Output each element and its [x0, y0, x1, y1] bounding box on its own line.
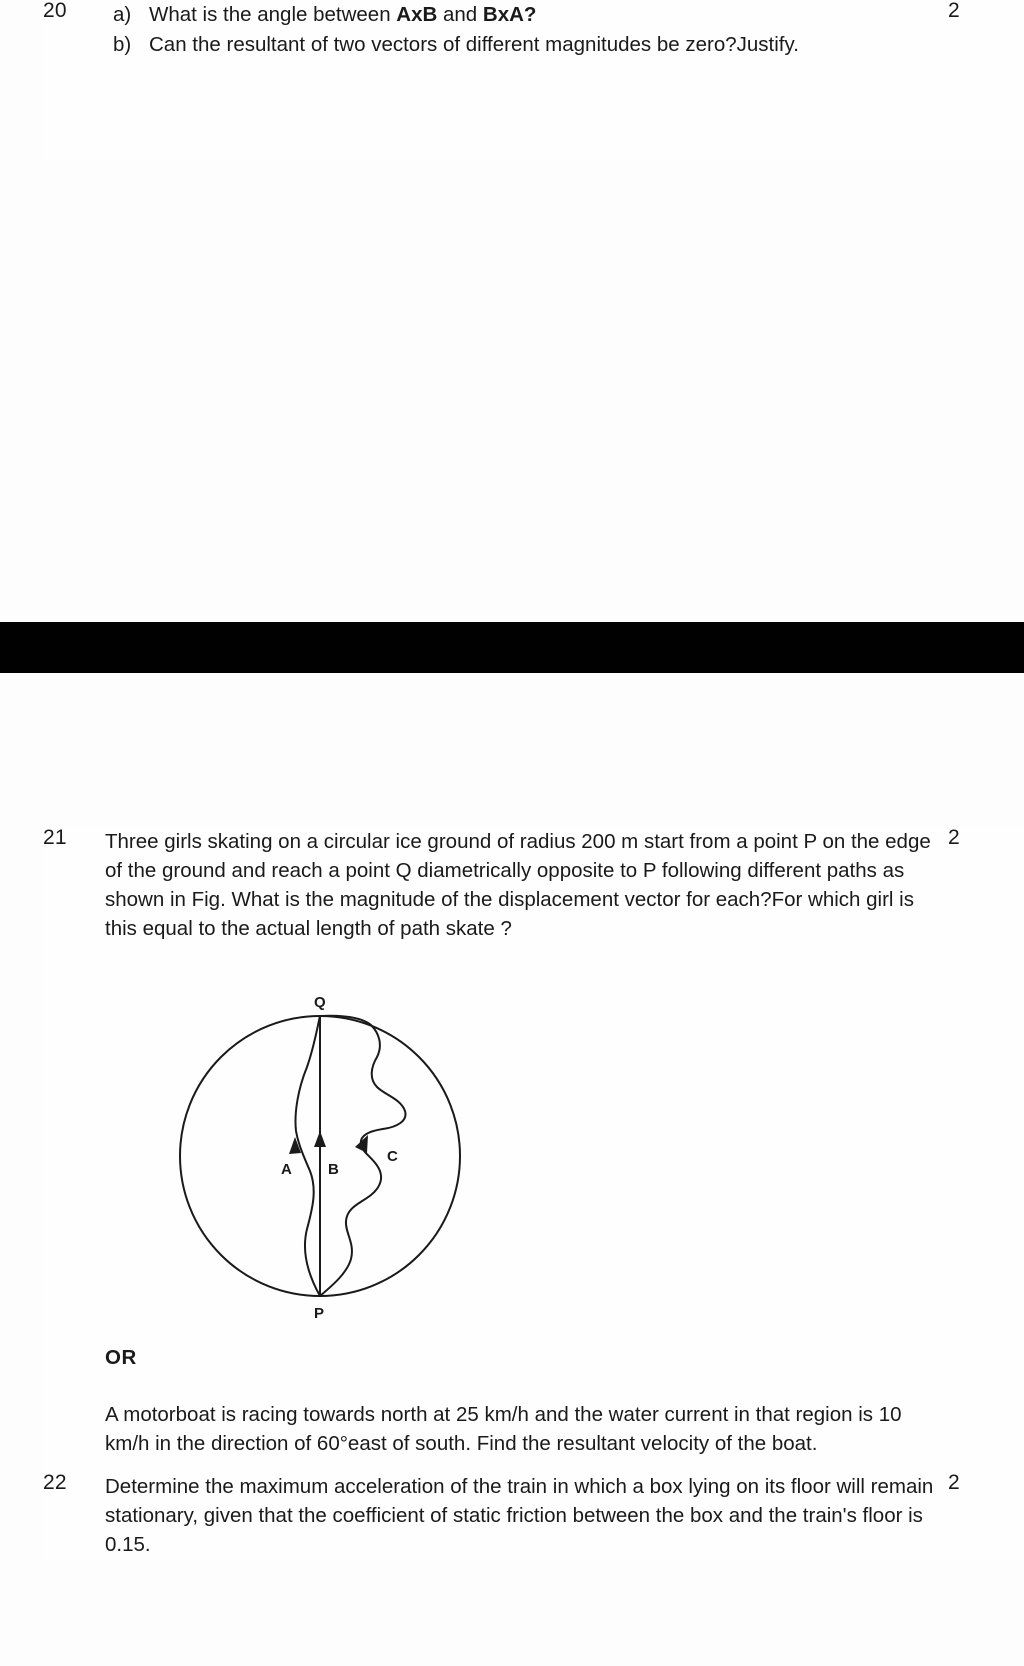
part-a-vector-bxa: BxA?	[482, 3, 537, 26]
question-22-body	[105, 1472, 948, 1559]
table-row	[43, 0, 1024, 160]
label-p: P	[314, 1305, 325, 1321]
black-separator-band	[0, 622, 1024, 673]
question-20-table	[43, 0, 1024, 160]
table-row	[43, 1472, 1024, 1559]
question-22-marks: 2	[948, 1471, 960, 1494]
question-20-body	[105, 0, 948, 160]
part-b-text: Can the resultant of two vectors of different magnitudes be zero?Justify.	[149, 33, 799, 56]
path-a-curve	[295, 1016, 320, 1296]
question-22-number: 22	[43, 1471, 67, 1494]
diagram-svg	[165, 971, 495, 1321]
path-b-arrowhead	[314, 1131, 326, 1147]
label-path-c: C	[387, 1148, 398, 1165]
question-20-number: 20	[43, 0, 67, 22]
question-21-number: 21	[43, 826, 67, 849]
part-a-text-before: What is the angle between	[149, 3, 397, 26]
label-path-a: A	[281, 1161, 292, 1178]
question-21-text: Three girls skating on a circular ice ground of radius 200 m start from a point P on the edge of the ground and reach a point Q diametrically opposite to P following different paths as shown in Fig. What is the magnitude of the displacement vector for each?For which girl is this equal to the actual length of path skate ?	[105, 830, 931, 940]
question-20-part-b	[105, 30, 948, 59]
part-a-text-mid: and	[437, 3, 483, 26]
part-a-vector-axb: AxB	[396, 3, 438, 26]
question-21-marks: 2	[948, 826, 960, 849]
question-20-parts	[105, 0, 948, 59]
part-a-marker: a)	[113, 3, 132, 26]
part-b-marker: b)	[113, 33, 132, 56]
question-20-marks: 2	[948, 0, 960, 22]
question-21-body	[105, 827, 948, 1472]
question-21-22-table	[43, 827, 1024, 1559]
question-22-text: Determine the maximum acceleration of the train in which a box lying on its floor will remain stationary, given that the coefficient of static friction between the box and the train's floor is 0.15.	[105, 1475, 934, 1556]
label-path-b: B	[328, 1161, 339, 1178]
question-20-part-a	[105, 0, 948, 29]
table-row	[43, 827, 1024, 1472]
question-21-alternate-text: A motorboat is racing towards north at 25 km/h and the water current in that region is 10 km/h in the direction of 60°east of south. Find the resultant velocity of the boat.	[105, 1403, 902, 1455]
circular-ice-ground-diagram	[105, 971, 948, 1321]
or-label: OR	[105, 1346, 137, 1369]
label-q: Q	[314, 994, 326, 1011]
